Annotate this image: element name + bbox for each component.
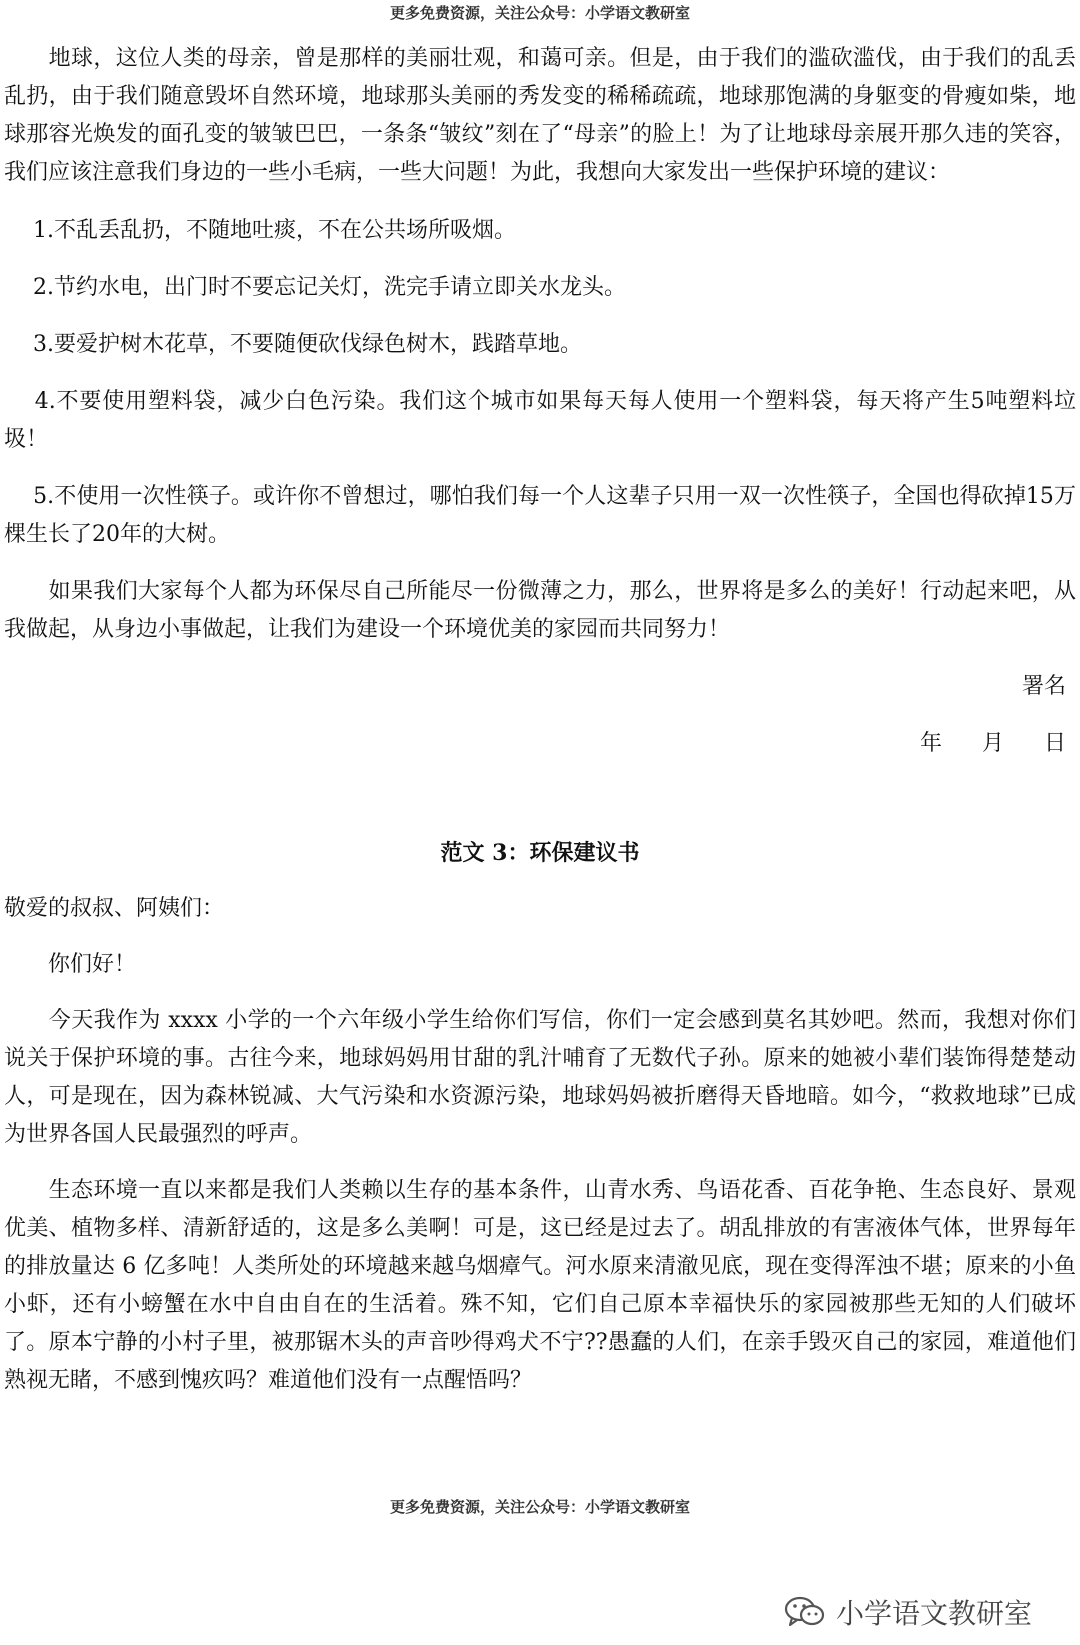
- date-day: 日: [1043, 731, 1066, 756]
- date-year: 年: [919, 731, 942, 756]
- page-footer: 更多免费资源，关注公众号：小学语文教研室: [389, 1498, 690, 1516]
- document-body: [4, 40, 1076, 1400]
- essay-paragraph-2: 生态环境一直以来都是我们人类赖以生存的基本条件，山青水秀、鸟语花香、百花争艳、生态良好、景观优美、植物多样、清新舒适的，这是多么美啊！可是，这已经是过去了。胡乱排放的有害液体气体，世界每年的排放量达 6 亿多吨！人类所处的环境越来越乌烟瘴气。河水原来清澈见底，现在变得浑浊不堪；原来的小鱼小虾，还有小螃蟹在水中自由自在的生活着。殊不知，它们自己原本幸福快乐的家园被那些无知的人们破坏了。原本宁静的小村子里，被那锯木头的声音吵得鸡犬不宁??愚蠢的人们，在亲手毁灭自己的家园，难道他们熟视无睹，不感到愧疚吗？难道他们没有一点醒悟吗？: [4, 1178, 1076, 1393]
- suggestion-1: 1.不乱丢乱扔，不随地吐痰，不在公共场所吸烟。: [4, 218, 516, 243]
- signature: 署名: [1021, 674, 1066, 699]
- wechat-icon: [784, 1595, 826, 1629]
- date-month: 月: [981, 731, 1004, 756]
- greeting: 你们好！: [4, 952, 137, 977]
- date-line: [4, 725, 1076, 763]
- intro-paragraph: 地球，这位人类的母亲，曾是那样的美丽壮观，和蔼可亲。但是，由于我们的滥砍滥伐，由于我们的乱丢乱扔，由于我们随意毁坏自然环境，地球那头美丽的秀发变的稀稀疏疏，地球那饱满的身躯变的骨瘦如柴，地球那容光焕发的面孔变的皱皱巴巴，一条条“皱纹”刻在了“母亲”的脸上！为了让地球母亲展开那久违的笑容，我们应该注意我们身边的一些小毛病，一些大问题！为此，我想向大家发出一些保护环境的建议：: [4, 46, 1076, 185]
- watermark: [784, 1592, 1032, 1632]
- suggestion-5: 5.不使用一次性筷子。或许你不曾想过，哪怕我们每一个人这辈子只用一双一次性筷子，全国也得砍掉15万棵生长了20年的大树。: [4, 484, 1076, 547]
- suggestion-3: 3.要爱护树木花草，不要随便砍伐绿色树木，践踏草地。: [4, 332, 582, 357]
- suggestion-4: 4.不要使用塑料袋，减少白色污染。我们这个城市如果每天每人使用一个塑料袋，每天将产生5吨塑料垃圾！: [4, 389, 1076, 452]
- closing-paragraph: 如果我们大家每个人都为环保尽自己所能尽一份微薄之力，那么，世界将是多么的美好！行动起来吧，从我做起，从身边小事做起，让我们为建设一个环境优美的家园而共同努力！: [4, 579, 1076, 642]
- page-header: 更多免费资源，关注公众号：小学语文教研室: [389, 4, 690, 22]
- essay-title: 范文 3：环保建议书: [440, 840, 640, 866]
- suggestion-2: 2.节约水电，出门时不要忘记关灯，洗完手请立即关水龙头。: [4, 275, 626, 300]
- watermark-text: 小学语文教研室: [835, 1597, 1032, 1630]
- essay-paragraph-1: 今天我作为 xxxx 小学的一个六年级小学生给你们写信，你们一定会感到莫名其妙吧。然而，我想对你们说关于保护环境的事。古往今来，地球妈妈用甘甜的乳汁哺育了无数代子孙。原来的她被小辈们装饰得楚楚动人，可是现在，因为森林锐减、大气污染和水资源污染，地球妈妈被折磨得天昏地暗。如今，“救救地球”已成为世界各国人民最强烈的呼声。: [4, 1008, 1076, 1147]
- salutation: 敬爱的叔叔、阿姨们：: [4, 896, 225, 921]
